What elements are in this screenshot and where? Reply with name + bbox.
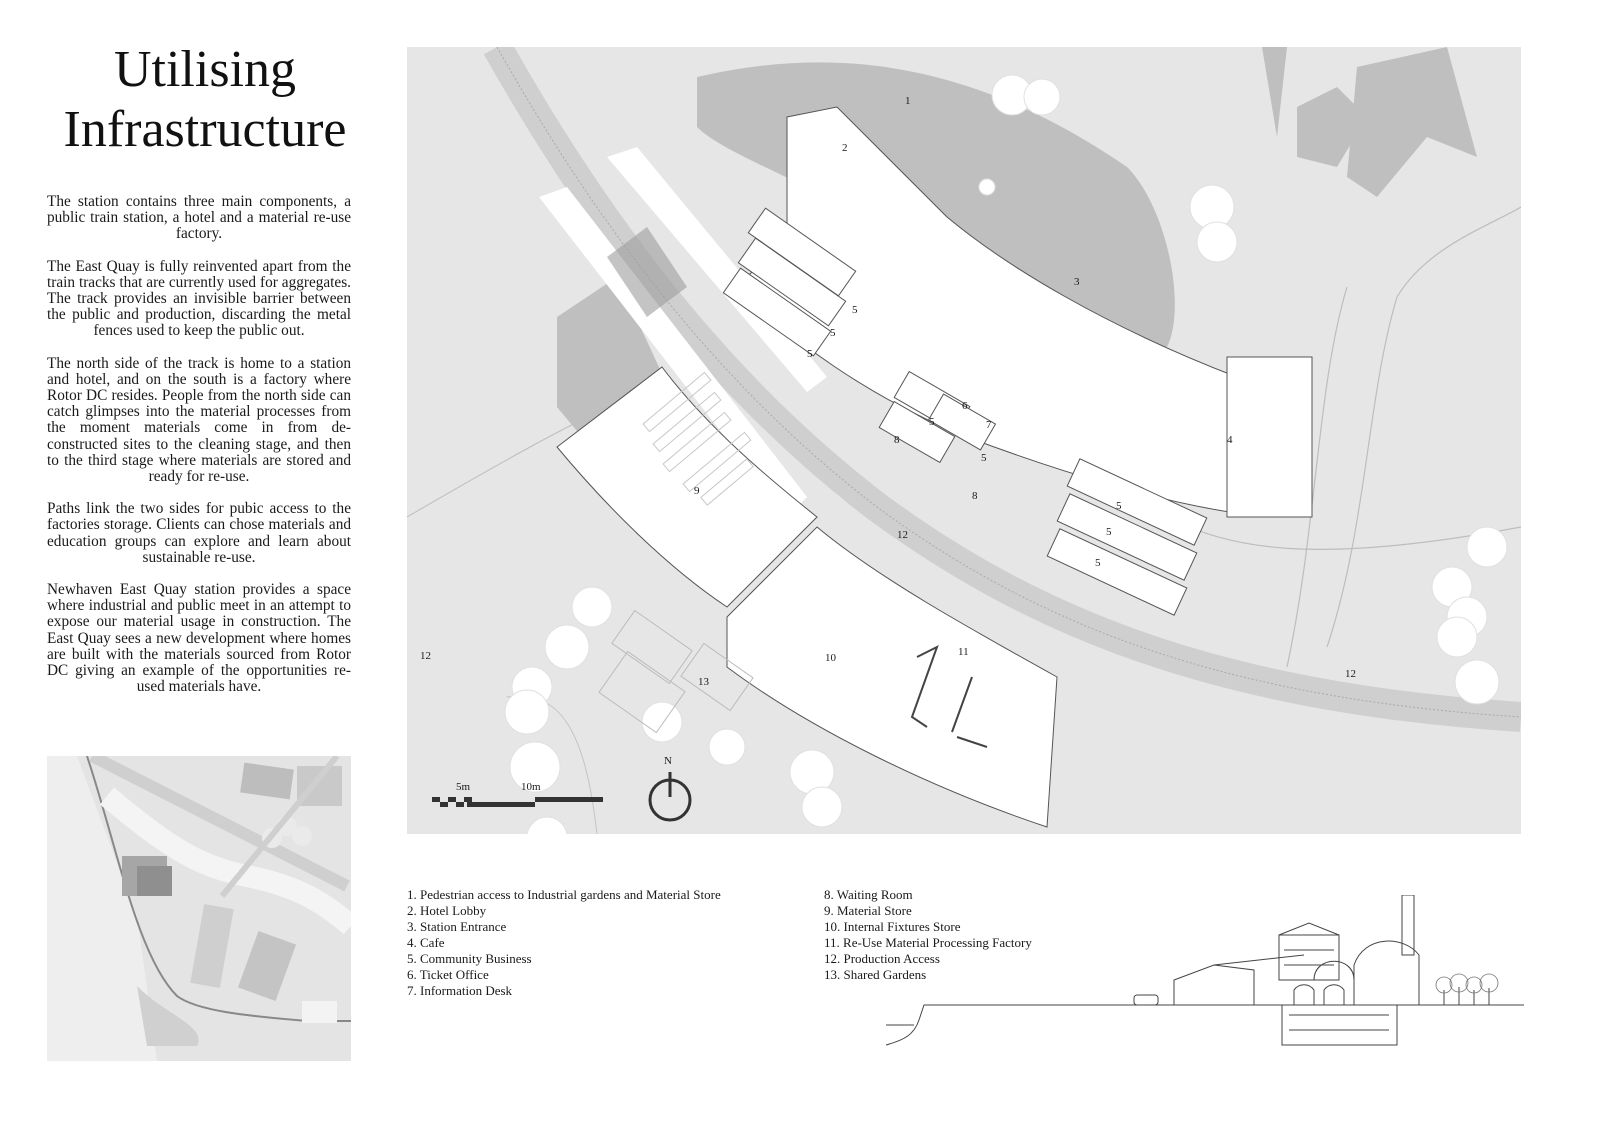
vehicle [1134,995,1158,1005]
plan-label-11: 11 [958,646,969,658]
plan-label-3: 3 [1074,276,1080,288]
plan-label-8: 8 [972,490,978,502]
basement [1282,1005,1397,1045]
legend-item: 10. Internal Fixtures Store [824,919,961,934]
legend-item: 1. Pedestrian access to Industrial gardens and Material Store [407,887,721,902]
plan-label-5: 5 [1106,526,1112,538]
legend-item: 8. Waiting Room [824,887,913,902]
plan-label-5: 5 [929,416,935,428]
plan-label-5: 5 [852,304,858,316]
map-building [137,866,172,896]
legend-item: 6. Ticket Office [407,967,489,982]
plan-drawing [407,47,1521,834]
legend-item: 9. Material Store [824,903,912,918]
paragraph-east-quay: The East Quay is fully reinvented apart from the train tracks that are currently used for aggregates. The track provides an invisible barrier between the public and production, discarding the metal fences used to keep the public out. [47,257,351,340]
description-text [47,194,351,711]
hotel-block [1279,935,1339,980]
roof-shed [1174,965,1254,1005]
section-drawing [884,895,1524,1050]
plan-label-5: 5 [807,348,813,360]
cafe-building [1227,357,1312,517]
page-title: Utilising Infrastructure [63,41,347,158]
plan-label-4: 4 [1227,434,1233,446]
north-label: N [664,755,672,767]
legend-item: 5. Community Business [407,951,532,966]
plan-label-8: 8 [894,434,900,446]
legend-item: 7. Information Desk [407,983,513,998]
legend-item: 4. Cafe [407,935,445,950]
plan-label-12: 12 [1345,668,1356,680]
plan-label-12: 12 [897,529,908,541]
plan-label-9: 9 [694,485,700,497]
plan-label-2: 2 [842,142,848,154]
site-floor-plan [407,47,1521,834]
plan-label-1: 1 [905,95,911,107]
plan-label-6: 6 [962,400,968,412]
plan-label-13: 13 [698,676,709,688]
legend-item: 13. Shared Gardens [824,967,927,982]
arch-hall [1354,941,1419,1005]
site-location-map [47,756,351,1061]
plan-label-5: 5 [1095,557,1101,569]
scale-label-10m: 10m [521,781,541,793]
plan-label-10: 10 [825,652,836,664]
plan-label-12: 12 [420,650,431,662]
paragraph-north-south: The north side of the track is home to a station and hotel, and on the south is a factory where Rotor DC resides. People from the north side can catch glimpses into the material processes from the moment materials come in from de-constructed sites to the cleaning stage, and then to the third stage where materials are stored and ready for re-use. [47,354,351,486]
plan-label-5: 5 [1116,500,1122,512]
plan-label-5: 5 [981,452,987,464]
dome [1314,961,1354,980]
ground-line [886,1005,1524,1045]
legend-item: 2. Hotel Lobby [407,903,487,918]
scale-label-5m: 5m [456,781,471,793]
section-sketch [884,895,1524,1050]
paragraph-newhaven: Newhaven East Quay station provides a space where industrial and public meet in an attempt to expose our material usage in construction. The East Quay sees a new development where homes are built with the materials sourced from Rotor DC giving an example of the opportunities re-used materials have. [47,581,351,696]
paragraph-paths: Paths link the two sides for pubic access to the factories storage. Clients can chose materials and education groups can explore and learn about sustainable re-use. [47,500,351,566]
paragraph-components: The station contains three main components, a public train station, a hotel and a material re-use factory. [47,193,351,243]
legend-item: 3. Station Entrance [407,919,507,934]
legend-item: 11. Re-Use Material Processing Factory [824,935,1032,950]
plan-label-7: 7 [986,419,992,431]
plan-label-5: 5 [830,327,836,339]
legend-item: 12. Production Access [824,951,940,966]
legend-column-1 [407,887,721,999]
site-map-drawing [47,756,351,1061]
